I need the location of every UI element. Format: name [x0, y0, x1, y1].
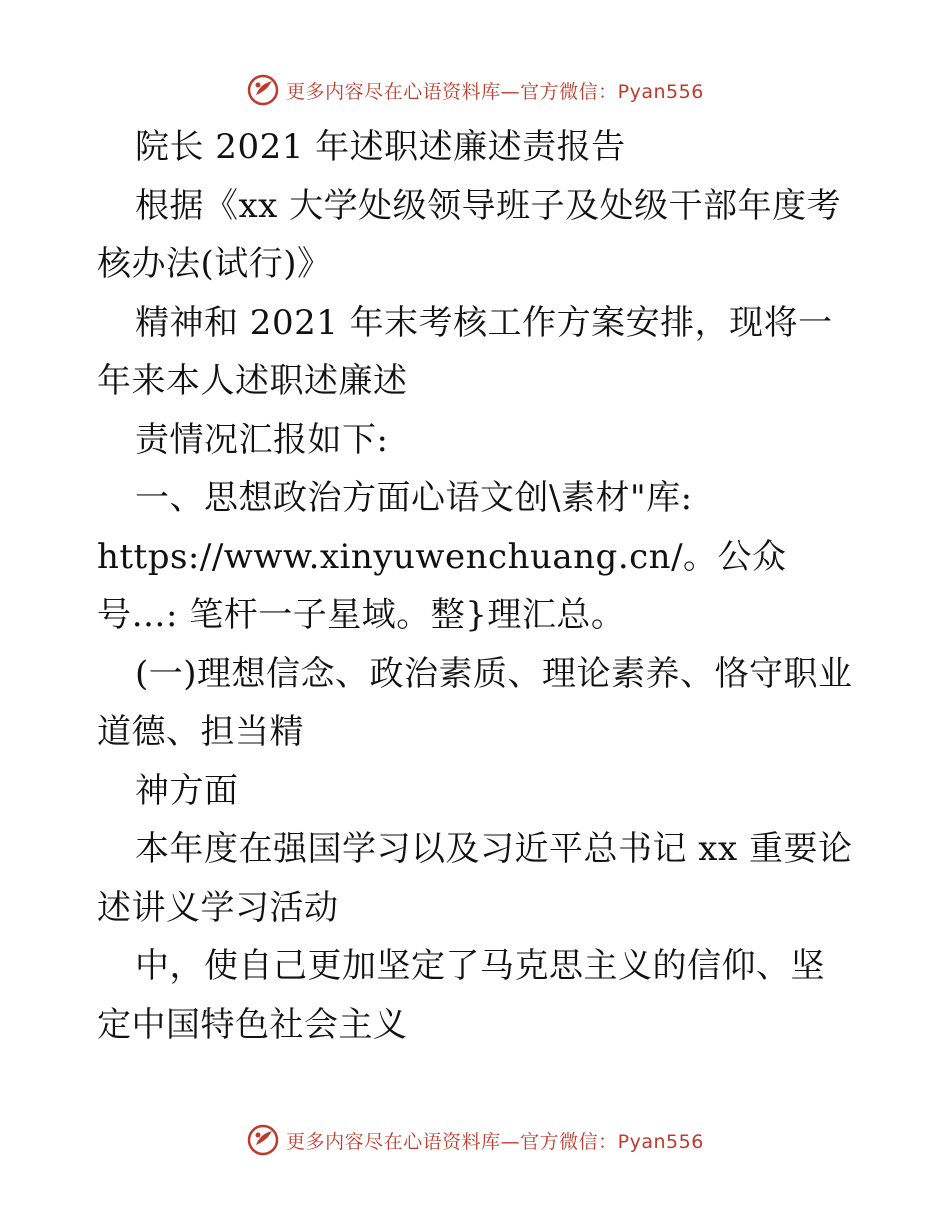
footer-banner-text: 更多内容尽在心语资料库—官方微信：Pyan556 [286, 1130, 704, 1153]
brand-logo-icon [246, 73, 280, 107]
brand-logo-icon [246, 1123, 280, 1157]
doc-paragraph: 神方面 [135, 770, 239, 811]
footer-banner [0, 1120, 950, 1160]
doc-paragraph: 责情况汇报如下: [135, 419, 389, 460]
document-body [97, 118, 857, 1054]
doc-paragraph: 中，使自己更加坚定了马克思主义的信仰、坚定中国特色社会主义 [97, 946, 825, 1045]
doc-paragraph: 根据《xx 大学处级领导班子及处级干部年度考核办法(试行)》 [97, 185, 842, 284]
doc-subsection-heading: (一)理想信念、政治素质、理论素养、恪守职业道德、担当精 [97, 653, 853, 752]
doc-paragraph: 精神和 2021 年末考核工作方案安排，现将一年来本人述职述廉述 [97, 302, 833, 401]
header-wechat-id: Pyan556 [617, 80, 704, 103]
header-banner [0, 70, 950, 110]
doc-section-heading: 一、思想政治方面心语文创\素材"库: [135, 478, 693, 518]
footer-wechat-id: Pyan556 [617, 1130, 704, 1153]
doc-paragraph: https://www.xinyuwenchuang.cn/。公众号…: 笔杆一子星域。整}理汇总。 [97, 536, 787, 635]
doc-title: 院长 2021 年述职述廉述责报告 [135, 127, 626, 167]
doc-paragraph: 本年度在强国学习以及习近平总书记 xx 重要论述讲义学习活动 [97, 829, 853, 928]
header-banner-text: 更多内容尽在心语资料库—官方微信：Pyan556 [286, 80, 704, 103]
